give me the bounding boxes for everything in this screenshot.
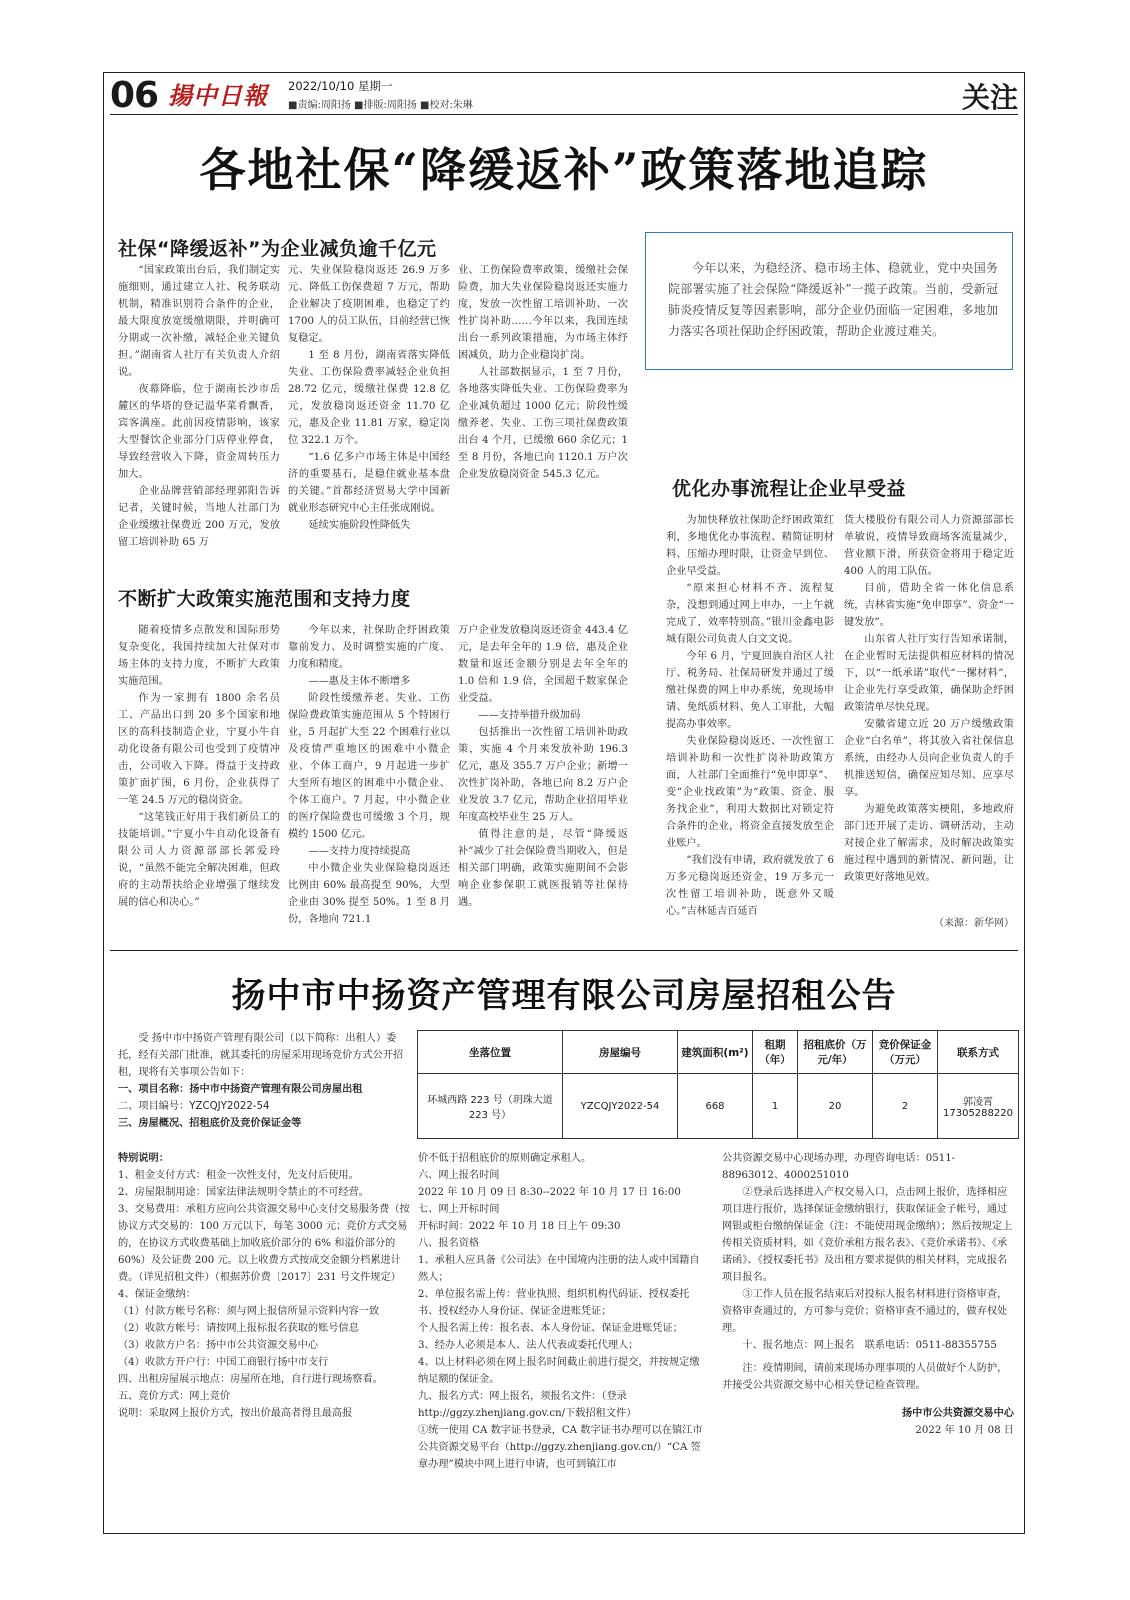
notice-line: 特别说明： (118, 1152, 169, 1164)
notice-line: 个人报名需上传：报名表、本人身份证、保证金进账凭证； (418, 1323, 683, 1334)
table-header-cell: 竞价保证金（万元） (873, 1031, 938, 1074)
notice-line: 八、报名资格 (418, 1238, 480, 1249)
paragraph: 万户企业发放稳岗返还资金 443.4 亿元，是去年全年的 1.9 倍，惠及企业数量和返还金额分别是去年全年的 1.0 倍和 1.9 倍，全国超千数家保企业受益。 (458, 625, 628, 704)
paragraph: 失业保险稳岗返还、一次性留工培训补助和一次性扩岗补助政策方面，人社部门全面推行“免申即享”、变“企业找政策”为“政策、资金、服务找企业”，利用大数据比对锁定符合条件的企业，将资金直接发放至企业账户。 (666, 736, 834, 849)
lead-paragraph: 今年以来，为稳经济、稳市场主体、稳就业，党中央国务院部署实施了社会保险“降缓返补”一揽子政策。当前，受新冠肺炎疫情反复等因素影响，部分企业仍面临一定困难，多地加力落实各项社保助企纾困政策，帮助企业渡过难关。 (668, 261, 998, 338)
article3-subhead: 优化办事流程让企业早受益 (672, 478, 907, 500)
table-header-cell: 房屋编号 (563, 1031, 678, 1074)
paragraph: “我们没有申请，政府就发放了 6 万多元稳岗返还资金，19 万多元一次性留工培训补助，既意外又暖心。”吉林延吉百延百 (666, 855, 834, 917)
article1-column-1 (118, 262, 280, 552)
notice-line: 四、出租房屋展示地点：房屋所在地，自行进行现场察看。 (118, 1374, 383, 1385)
header-rule (110, 114, 1018, 115)
notice-line: 4、以上材料必须在网上报名时间截止前进行提交，并按规定缴纳足额的保证金。 (418, 1357, 700, 1385)
paragraph: 目前，借助全省一体化信息系统，吉林省实施“免申即享”、资金“一键发放”。 (844, 583, 1014, 628)
notice-column-1 (118, 1150, 410, 1450)
table-cell: 2 (873, 1074, 938, 1139)
notice-line: 公共资源交易中心现场办理，办理咨询电话：0511-88963012、4000251010 (722, 1153, 956, 1181)
notice-signature: 扬中市公共资源交易中心 (901, 1408, 1014, 1419)
table-row (418, 1074, 1019, 1139)
paragraph: 夜幕降临，位于湖南长沙市岳麓区的华塔的登记溢华菜肴飘香，宾客满座。此前因疫情影响，该家大型餐饮企业部分门店停业停食，导致经营收入下降，资金周转压力加大。 (118, 384, 280, 480)
notice-line: 价不低于招租底价的原则确定承租人。 (418, 1153, 592, 1164)
table-header-cell: 建筑面积(m²) (678, 1031, 753, 1074)
paragraph: 今年以来，社保助企纾困政策靠前发力、及时调整实施的广度、力度和精度。 (288, 625, 450, 670)
paragraph: “原来担心材料不齐、流程复杂，没想到通过网上申办，一上午就完成了，效率特别高。”银川金鑫电影城有限公司负责人白文文说。 (666, 583, 834, 645)
main-headline: 各地社保“降缓返补”政策落地追踪 (199, 143, 929, 197)
paragraph: 业、工伤保险费率政策，缓缴社会保险费，加大失业保险稳岗返还实施力度，发放一次性留工培训补助、一次性扩岗补助……今年以来，我国连续出台一系列政策措施，为市场主体纾困减负，助力企业稳岗扩岗。 (458, 265, 628, 361)
table-cell: 668 (678, 1074, 753, 1139)
table-cell: YZCQJY2022-54 (563, 1074, 678, 1139)
paragraph: 货大楼股份有限公司人力资源部部长单敏说，疫情导致商场客流量减少，营业额下滑，所获资金将用于稳定近 400 人的用工队伍。 (844, 515, 1014, 577)
paragraph: 元、失业保险稳岗返还 26.9 万多元、降低工伤保费超 7 万元，帮助企业解决了疫期困难，也稳定了约 1700 人的员工队伍，目前经营已恢复稳定。 (288, 265, 450, 344)
notice-intro (118, 1030, 410, 1132)
paragraph: 中小微企业失业保险稳岗返还比例由 60% 最高提至 90%，大型企业由 30% 提至 50%。1 至 8 月份，各地向 721.1 (288, 863, 450, 925)
article2-column-1 (118, 622, 280, 950)
notice-line: 九、报名方式：网上报名，须报名文件：（登录 http://ggzy.zhenjiang.gov.cn/下载招租文件） (418, 1391, 637, 1419)
table-cell: 20 (798, 1074, 873, 1139)
article1-column-3 (458, 262, 628, 552)
lead-text (668, 258, 998, 342)
table-cell: 1 (753, 1074, 798, 1139)
newspaper-masthead: 揚中日報 (168, 81, 268, 110)
notice-line: 3、经办人必须是本人、法人代表或委托代理人； (418, 1340, 639, 1351)
paragraph: 企业品牌营销部经理郭阳告诉记者，关键时候，当地人社部门为企业缓缴社保费近 200 万元，发放留工培训补助 65 万 (118, 486, 280, 548)
paragraph: 阶段性缓缴养老、失业、工伤保险费政策实施范围从 5 个特困行业，5 月起扩大至 22 个困难行业以及疫情严重地区的困难中小微企业、个体工商户，9 月起进一步扩大至所有地区的困难中小微企业、个体工商户。7 月起，中小微企业的医疗保险费也可缓缴 3 个月，规模约 1500 亿元。 (288, 693, 450, 840)
article2-column-3 (458, 622, 628, 950)
page-number: 06 (110, 75, 159, 116)
paragraph: 为避免政策落实梗阻，多地政府部门还开展了走访、调研活动，主动对接企业了解需求，及时解决政策实施过程中遇到的新情况、新问题，让政策更好落地见效。 (844, 804, 1014, 883)
paragraph: ——支持力度持续提高 (308, 846, 411, 857)
table-header-row (418, 1031, 1019, 1074)
notice-line: 说明：采取网上报价方式，按出价最高者得且最高报 (118, 1408, 353, 1419)
article3-source: （来源：新华网） (934, 918, 1014, 929)
rental-table (417, 1030, 1019, 1139)
notice-item: 三、房屋概况、招租底价及竞价保证金等 (118, 1118, 302, 1129)
notice-line: 五、竞价方式：网上竞价 (118, 1391, 231, 1402)
paragraph: ——惠及主体不断增多 (308, 676, 411, 687)
article2-subhead: 不断扩大政策实施范围和支持力度 (118, 588, 411, 610)
notice-headline: 扬中市中扬资产管理有限公司房屋招租公告 (231, 976, 897, 1016)
article3-column-2 (844, 512, 1014, 912)
paragraph: 人社部数据显示，1 至 7 月份，各地落实降低失业、工伤保险费率为企业减负超过 1000 亿元；阶段性缓缴养老、失业、工伤三项社保费政策出台 4 个月，已缓缴 660 余亿元；1 至 8 月份，各地已向 1120.1 万户次企业发放稳岗资金 545.3 亿元。 (458, 367, 628, 480)
paragraph: 值得注意的是，尽管“降缓返补”减少了社会保险费当期收入，但是相关部门明确，政策实施期间不会影响企业参保职工就医报销等社保待遇。 (458, 829, 628, 908)
notice-line: ②登录后选择进入产权交易入口，点击网上报价，选择相应项目进行报价，选择保证金缴纳银行，获取保证金子帐号，通过网银或柜台缴纳保证金（注：不能使用现金缴纳）；然后按规定上传相关资质材料，如《竞价承租方报名表》、《竞价承诺书》、《承诺函》、《授权委托书》及出租方要求提供的相关材料，完成报名项目报名。 (722, 1187, 1013, 1283)
notice-item: 一、项目名称：扬中市中扬资产管理有限公司房屋出租 (118, 1084, 363, 1095)
paragraph: “国家政策出台后，我们制定实施细则，通过建立人社、税务联动机制，精准识别符合条件的企业，最大限度放宽缓缴期限，并明确可分期或一次补缴，减轻企业关键负担。”湖南省人社厅有关负责人介绍说。 (118, 265, 280, 378)
notice-line: 2、单位报名需上传：营业执照、组织机构代码证、授权委托书、授权经办人身份证、保证金进账凭证； (418, 1289, 690, 1317)
staff-credits: ■责编:周阳扬 ■排版:周阳扬 ■校对:朱琳 (288, 100, 473, 111)
notice-line: ③工作人员在报名结束后对投标人报名材料进行资格审查，资格审查通过的，方可参与竞价；资格审查不通过的，做弃权处理。 (722, 1289, 1008, 1334)
notice-line: 4、保证金缴纳： (118, 1289, 196, 1300)
paragraph: 随着疫情多点散发和国际形势复杂变化，我国持续加大社保对市场主体的支持力度，不断扩大政策实施范围。 (118, 625, 280, 687)
table-cell: 郭凌霄 17305288220 (938, 1074, 1019, 1139)
intro-paragraph: 受 扬中市中扬资产管理有限公司（以下简称：出租人）委托，经有关部门批准，就其委托的房屋采用现场竞价方式公开招租，现将有关事项公告如下： (118, 1033, 404, 1078)
article1-subhead: 社保“降缓返补”为企业减负逾千亿元 (118, 238, 437, 260)
notice-column-2 (418, 1150, 708, 1485)
notice-line: （1）付款方帐号名称：须与网上报信所显示资料内容一致 (118, 1306, 380, 1317)
article1-column-2 (288, 262, 450, 552)
section-title: 关注 (961, 81, 1018, 114)
paragraph: “1.6 亿多户市场主体是中国经济的重要基石，是稳住就业基本盘的关键。”首都经济贸易大学中国新就业形态研究中心主任张成刚说。 (288, 452, 450, 514)
paragraph: “这笔钱正好用于我们新员工的技能培训。”宁夏小牛自动化设备有限公司人力资源部部长郭爱玲说，“虽然不能完全解决困难，但政府的主动帮扶给企业增强了继续发展的信心和决心。” (118, 812, 280, 908)
notice-line: 3、交易费用：承租方应向公共资源交易中心支付交易服务费（按协议方式交易的：100 万元以下，每笔 3000 元；竞价方式交易的，在协议方式收费基础上加收底价部分的 6% 和溢价部分的 60%）及公证费 200 元。以上收费方式按成交金额分档累进计费。（详见招租文件）（根据苏价费〔2017〕231 号文件规定） (118, 1204, 410, 1283)
paragraph: 山东省人社厅实行告知承诺制，在企业暂时无法提供相应材料的情况下，以“一纸承诺”取代“一摞材料”，让企业先行享受政策，确保助企纾困政策清单尽快兑现。 (844, 634, 1014, 713)
paragraph: 延续实施阶段性降低失 (308, 520, 411, 531)
article3-column-1 (666, 512, 834, 927)
table-cell: 环城西路 223 号（玥珠大道 223 号） (418, 1074, 563, 1139)
notice-line: 2022 年 10 月 09 日 8:30--2022 年 10 月 17 日 16:00 (418, 1187, 681, 1198)
notice-line: 1、承租人应具备《公司法》在中国境内注册的法人或中国籍自然人； (418, 1255, 700, 1283)
article2-column-2 (288, 622, 450, 950)
notice-line: 六、网上报名时间 (418, 1170, 500, 1181)
table-header-cell: 坐落位置 (418, 1031, 563, 1074)
table-header-cell: 租期（年） (753, 1031, 798, 1074)
notice-column-3 (722, 1150, 1014, 1390)
notice-line: 注：疫情期间，请前来现场办理事项的人员做好个人防护，并接受公共资源交易中心相关登记检查管理。 (722, 1363, 1008, 1390)
notice-date: 2022 年 10 月 08 日 (915, 1425, 1014, 1436)
paragraph: 包括推出一次性留工培训补助政策，实施 4 个月来发放补助 196.3 亿元，惠及 355.7 万户企业；新增一次性扩岗补助，各地已向 8.2 万户企业发放 3.7 亿元，帮助企业招用毕业年度高校毕业生 25 万人。 (458, 727, 628, 823)
paragraph: 安徽省建立近 20 万户缓缴政策企业“白名单”，将其放入省社保信息系统，由经办人员向企业负责人的手机推送短信，确保应知尽知、应享尽享。 (844, 719, 1014, 798)
notice-item: 二、项目编号：YZCQJY2022-54 (118, 1101, 270, 1112)
notice-line: 七、网上开标时间 (418, 1204, 500, 1215)
table-header-cell: 招租底价（万元/年） (798, 1031, 873, 1074)
paragraph: 1 至 8 月份，湖南省落实降低失业、工伤保险费率减轻企业负担 28.72 亿元，缓缴社保费 12.8 亿元，发放稳岗返还资金 11.70 亿元，惠及企业 11.81 万家，稳定岗位 322.1 万个。 (288, 350, 450, 446)
notice-line: 开标时间：2022 年 10 月 18 日上午 09:30 (418, 1221, 621, 1232)
paragraph: 作为一家拥有 1800 余名员工、产品出口到 20 多个国家和地区的高科技制造企业，宁夏小牛自动化设备有限公司也受到了疫情冲击，公司收入下降。得益于支持政策扩面扩围，6 月份，企业获得了一笔 24.5 万元的稳岗资金。 (118, 693, 280, 806)
paragraph: 今年 6 月，宁夏回族自治区人社厅、税务局、社保局研发并通过了缓缴社保费的网上申办系统，免现场申请、免纸质材料、免人工审批，大幅提高办事效率。 (666, 651, 834, 730)
paragraph: 为加快释放社保助企纾困政策红利，多地优化办事流程、精简证明材料、压缩办理时限，让资金早到位、企业早受益。 (666, 515, 834, 577)
notice-line: （2）收款方帐号：请按网上报标报名获取的账号信息 (118, 1323, 359, 1334)
notice-line: 2、房屋限制用途：国家法律法规明令禁止的不可经营。 (118, 1187, 369, 1198)
notice-line: ①统一使用 CA 数字证书登录，CA 数字证书办理可以在镇江市公共资源交易平台（http://ggzy.zhenjiang.gov.cn/）“CA 签章办理”模块中网上进行申请，也可到镇江市 (418, 1425, 703, 1470)
notice-line: （4）收款方开户行：中国工商银行扬中市支行 (118, 1357, 329, 1368)
paragraph: ——支持举措升级加码 (478, 710, 581, 721)
table-header-cell: 联系方式 (938, 1031, 1019, 1074)
notice-line: 十、报名地点：网上报名 联系电话：0511-88355755 (742, 1340, 997, 1351)
section-divider (110, 950, 1018, 951)
notice-line: （3）收款方户名：扬中市公共资源交易中心 (118, 1340, 319, 1351)
notice-line: 1、租金支付方式：租金一次性支付，先支付后使用。 (118, 1170, 359, 1181)
issue-date: 2022/10/10 星期一 (288, 79, 393, 93)
